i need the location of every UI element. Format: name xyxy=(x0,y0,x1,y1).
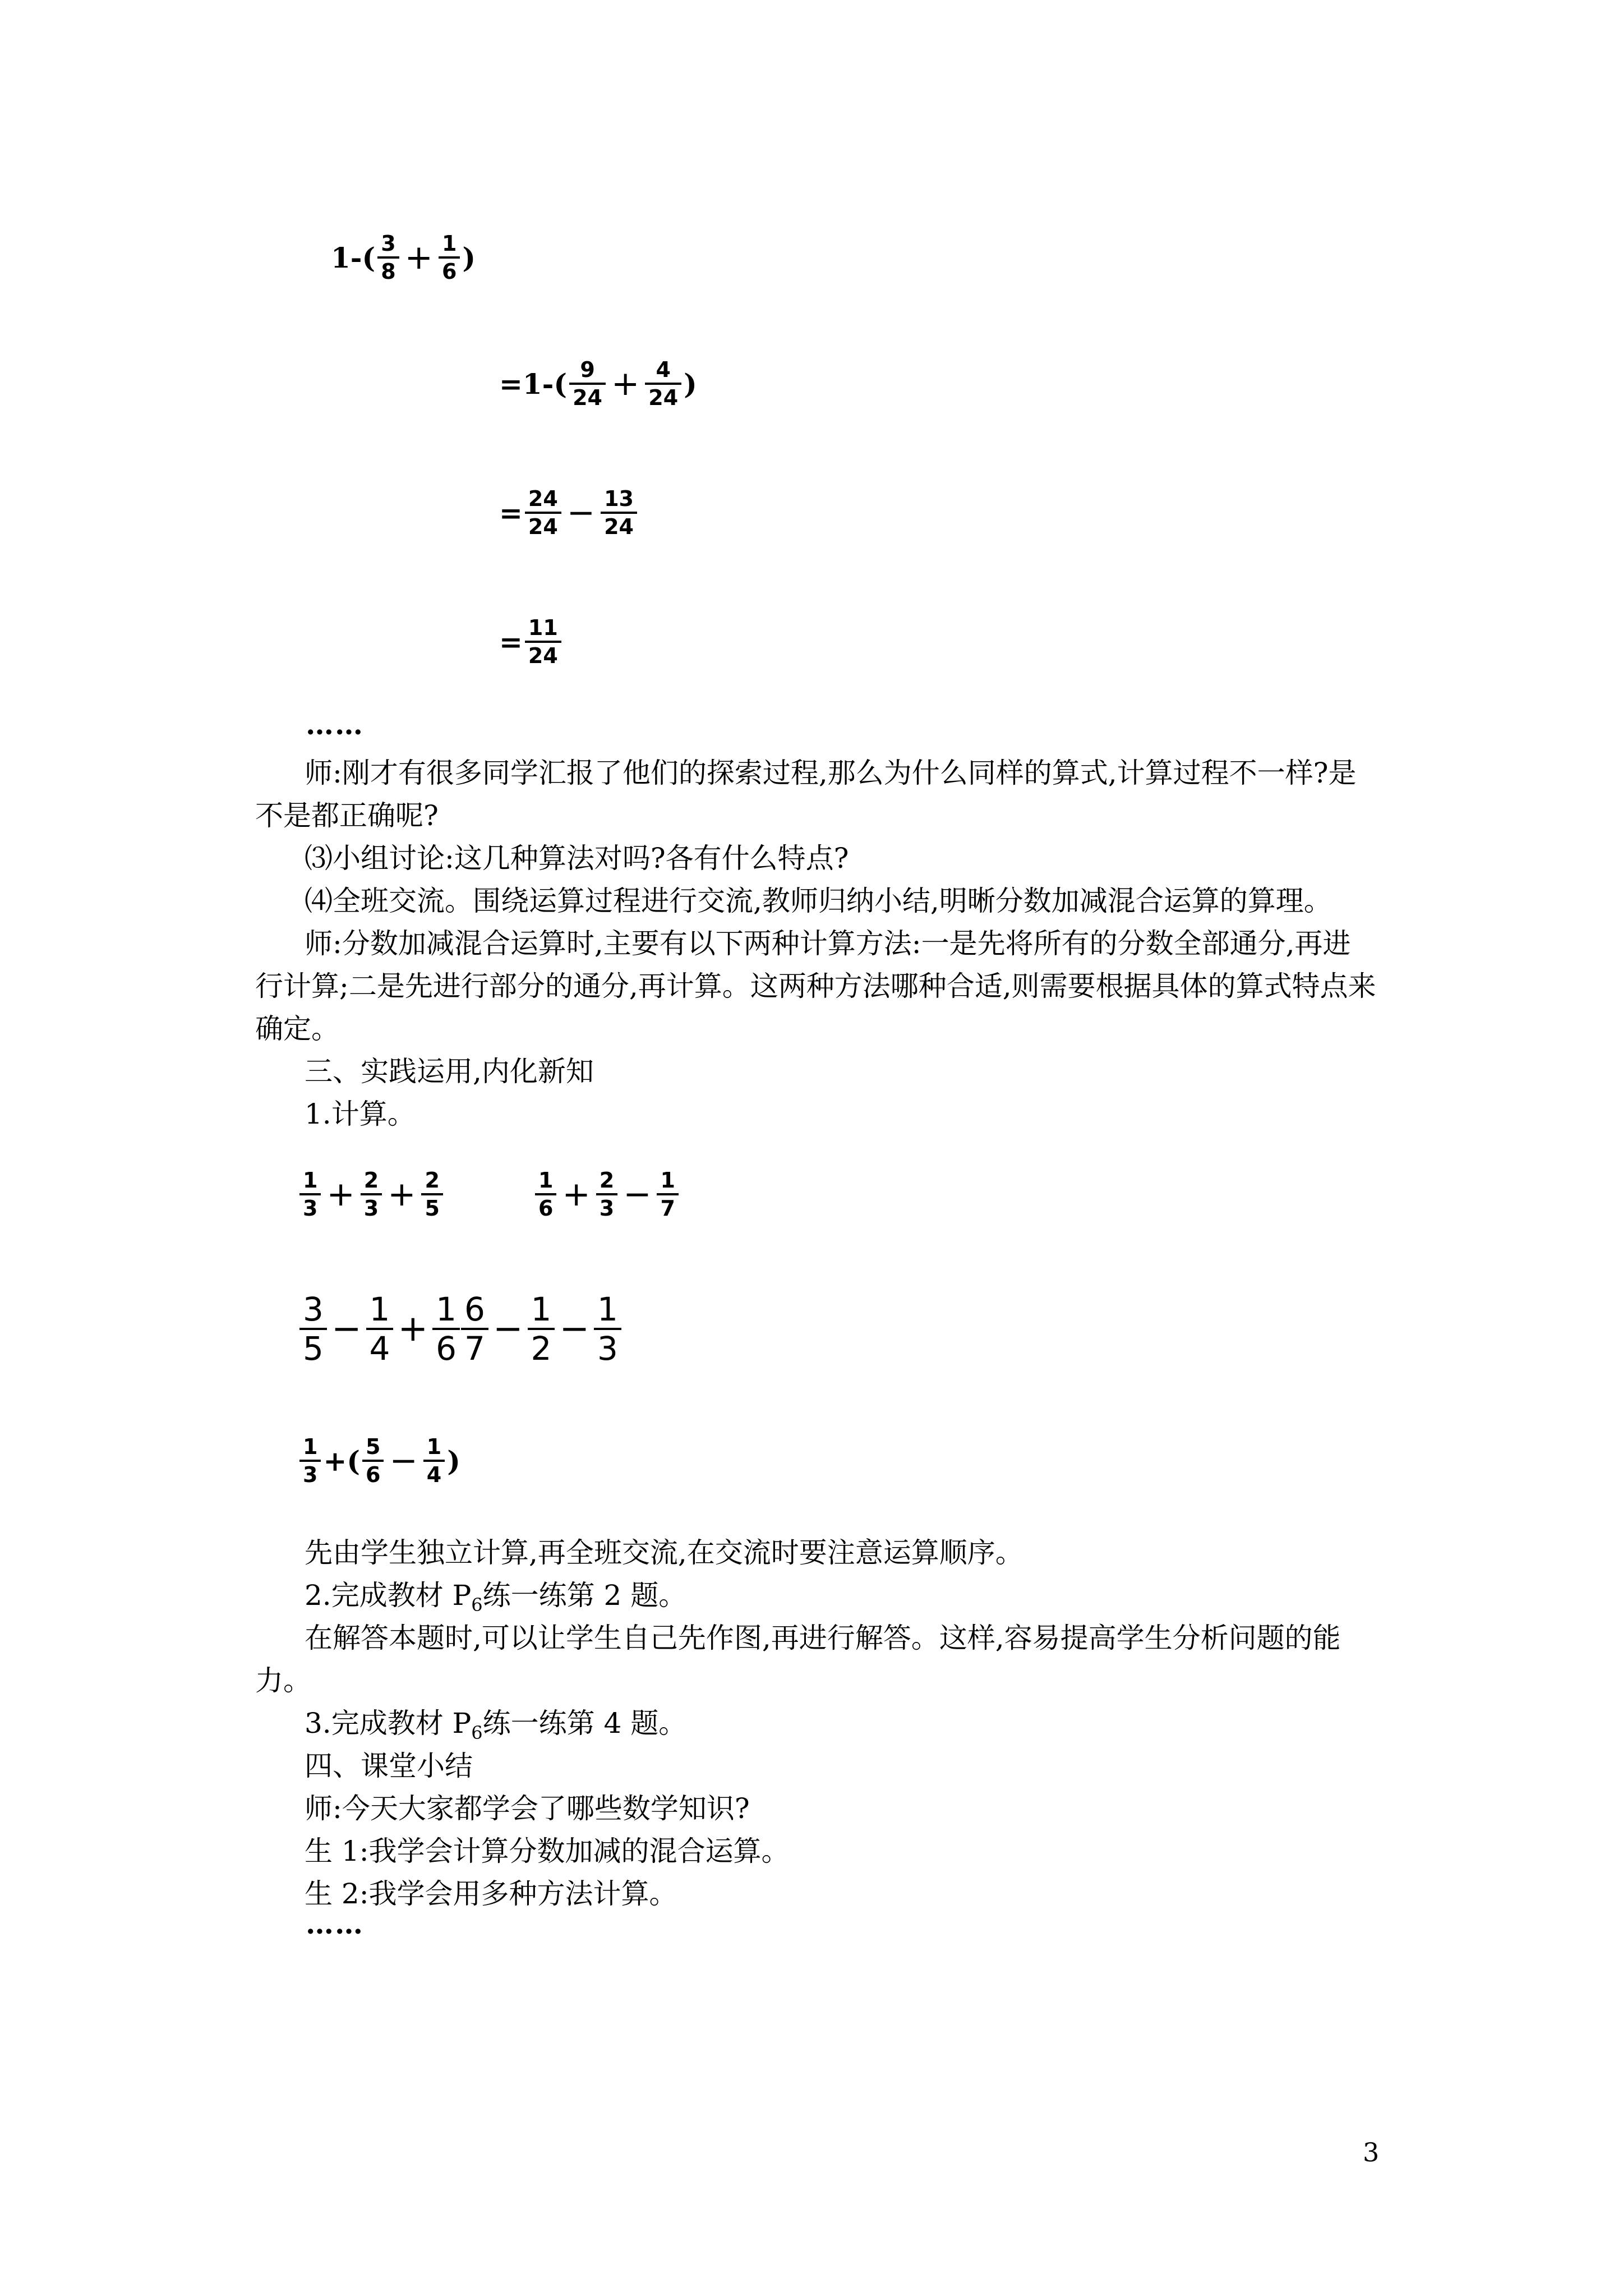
worked-example-line-4 xyxy=(499,617,564,666)
exercise-expression-3 xyxy=(297,1290,624,1368)
worked-example-line-2 xyxy=(499,359,697,408)
ellipsis-end: …… xyxy=(306,1907,364,1940)
operator: + xyxy=(404,238,433,277)
fraction: $\frac{2}{5}$ xyxy=(421,1170,442,1219)
fraction: $\frac{5}{6}$ xyxy=(362,1436,384,1485)
fraction: $\frac{1}{4}$ xyxy=(366,1293,394,1365)
lead: =1-( xyxy=(499,367,568,401)
fraction: $\frac{13}{24}$ xyxy=(601,488,637,537)
lead: = xyxy=(499,496,523,530)
fraction: $\frac{3}{5}$ xyxy=(299,1293,327,1365)
fraction: $\frac{1}{3}$ xyxy=(299,1170,321,1219)
page-number: 3 xyxy=(1363,2137,1380,2168)
lead: = xyxy=(499,625,523,659)
fraction: $\frac{1}{2}$ xyxy=(528,1293,555,1365)
section-heading-practice: 三、实践运用,内化新知 xyxy=(305,1055,594,1088)
fraction: $\frac{3}{8}$ xyxy=(377,233,399,282)
fraction: $\frac{1}{3}$ xyxy=(594,1293,621,1365)
operator: − xyxy=(559,1308,590,1350)
operator: +( xyxy=(323,1444,361,1478)
operator: − xyxy=(492,1308,523,1350)
exercise-label-compute: 1.计算。 xyxy=(305,1098,416,1130)
paragraph-group-discussion: ⑶小组讨论:这几种算法对吗?各有什么特点? xyxy=(305,842,849,875)
operator: + xyxy=(562,1175,591,1214)
operator: − xyxy=(566,493,596,532)
paragraph-class-exchange: ⑷全班交流。围绕运算过程进行交流,教师归纳小结,明晰分数加减混合运算的算理。 xyxy=(305,885,1332,917)
operator: − xyxy=(331,1308,362,1350)
operator: + xyxy=(388,1175,416,1214)
fraction: $\frac{1}{6}$ xyxy=(439,233,460,282)
paragraph-teacher-summary: 师:分数加减混合运算时,主要有以下两种计算方法:一是先将所有的分数全部通分,再进行计算;二是先进行部分的通分,再计算。这两种方法哪种合适,则需要根据具体的算式特点来确定。 xyxy=(255,927,1376,1045)
paragraph-textbook-task-4: 3.完成教材 $P_6$练一练第 4 题。 xyxy=(305,1707,687,1743)
close-paren: ) xyxy=(462,241,476,274)
paragraph-teacher-ask: 师:今天大家都学会了哪些数学知识? xyxy=(305,1792,750,1825)
fraction: $\frac{4}{24}$ xyxy=(645,359,681,408)
paragraph-teacher-question: 师:刚才有很多同学汇报了他们的探索过程,那么为什么同样的算式,计算过程不一样?是不是都正确呢? xyxy=(255,757,1357,832)
lead: 1-( xyxy=(331,241,376,274)
exercise-expression-4 xyxy=(297,1436,460,1485)
fraction: $\frac{1}{6}$ xyxy=(535,1170,556,1219)
fraction: $\frac{24}{24}$ xyxy=(525,488,561,537)
close-paren: ) xyxy=(684,367,697,401)
fraction: $\frac{2}{3}$ xyxy=(596,1170,617,1219)
fraction: $\frac{1}{6}$ xyxy=(432,1293,460,1365)
paragraph-textbook-task-2: 2.完成教材 $P_6$练一练第 2 题。 xyxy=(305,1579,687,1616)
worked-example-line-1 xyxy=(331,233,476,282)
fraction: $\frac{6}{7}$ xyxy=(461,1293,488,1365)
paragraph-student-2: 生 2:我学会用多种方法计算。 xyxy=(305,1878,677,1910)
fraction: $\frac{1}{4}$ xyxy=(423,1436,445,1485)
operator: − xyxy=(389,1441,418,1480)
operator: + xyxy=(326,1175,355,1214)
paragraph-independent-calc: 先由学生独立计算,再全班交流,在交流时要注意运算顺序。 xyxy=(305,1536,1023,1569)
worked-example-line-3 xyxy=(499,488,639,537)
operator: + xyxy=(398,1308,428,1350)
paragraph-draw-hint: 在解答本题时,可以让学生自己先作图,再进行解答。这样,容易提高学生分析问题的能力。 xyxy=(255,1622,1341,1697)
paragraph-student-1: 生 1:我学会计算分数加减的混合运算。 xyxy=(305,1835,790,1867)
operator: − xyxy=(623,1175,652,1214)
fraction: $\frac{1}{3}$ xyxy=(299,1436,321,1485)
exercise-expression-1 xyxy=(297,1170,445,1219)
exercise-expression-2 xyxy=(533,1170,681,1219)
fraction: $\frac{2}{3}$ xyxy=(361,1170,382,1219)
fraction: $\frac{11}{24}$ xyxy=(525,617,561,666)
fraction: $\frac{1}{7}$ xyxy=(657,1170,678,1219)
operator: + xyxy=(611,364,640,403)
ellipsis: …… xyxy=(306,708,364,741)
fraction: $\frac{9}{24}$ xyxy=(569,359,606,408)
close-paren: ) xyxy=(447,1444,460,1478)
section-heading-summary: 四、课堂小结 xyxy=(305,1750,473,1782)
